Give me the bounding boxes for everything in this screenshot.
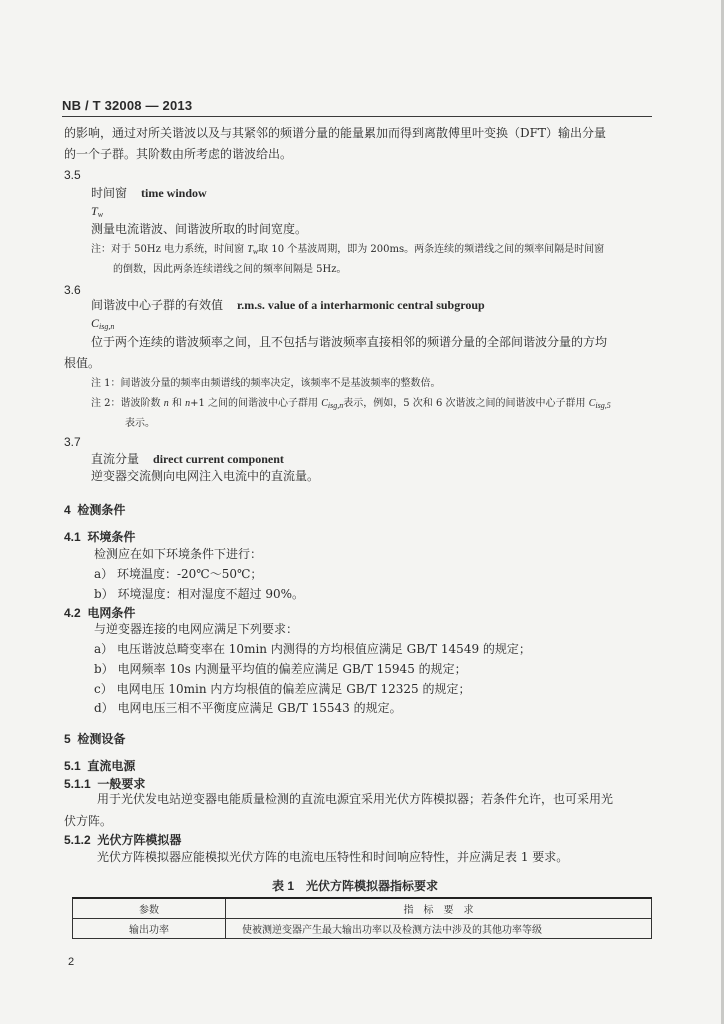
symbol-subscript: isg,n	[99, 322, 115, 331]
intro-line-1: 的影响，通过对所关谐波以及与其紧邻的频谱分量的能量累加而得到离散傅里叶变换（DFT）输出分量	[64, 126, 606, 140]
note-symbol: T	[247, 244, 253, 255]
note-text: 间谐波分量的频率由频谱线的频率决定，该频率不是基波频率的整数倍。	[120, 378, 441, 389]
clause-3-5-symbol	[91, 204, 103, 219]
term-en: time window	[141, 186, 207, 200]
term-cn: 时间窗	[91, 186, 128, 200]
list-text: 电压谐波总畸变率在 10min 内测得的方均根值应满足 GB/T 14549 的规定；	[116, 642, 531, 656]
list-text: 电网电压三相不平衡度应满足 GB/T 15543 的规定。	[117, 701, 402, 715]
clause-3-5-note-line-2: 的倒数，因此两条连续谱线之间的频率间隔是 5Hz。	[113, 264, 347, 275]
clause-title: 直流电源	[87, 759, 136, 773]
list-item	[94, 699, 402, 716]
note-symbol-subscript: isg,n	[327, 401, 344, 410]
clause-5-1-1-line-2: 伏方阵。	[64, 814, 113, 828]
list-item	[94, 585, 304, 602]
note-label: 注 2：	[91, 398, 121, 409]
note-symbol: C	[588, 398, 596, 409]
list-text: 环境湿度：相对湿度不超过 90%。	[117, 587, 305, 601]
clause-3-6-note-2-line-2: 表示。	[125, 418, 155, 429]
table-cell: 使被测逆变器产生最大输出功率以及检测方法中涉及的其他功率等级	[226, 919, 652, 939]
list-item	[94, 640, 531, 657]
clause-title: 一般要求	[97, 777, 146, 791]
note-text: 和	[171, 398, 182, 409]
note-text: 表示，例如，5 次和 6 次谐波之间的间谐波中心子群用	[343, 398, 586, 409]
clause-3-6-symbol	[91, 316, 114, 331]
clause-3-6-number: 3.6	[64, 283, 81, 297]
note-variable: n	[163, 398, 169, 409]
clause-title: 光伏方阵模拟器	[97, 833, 182, 847]
table-header-cell: 参数	[73, 898, 226, 919]
symbol: C	[91, 316, 100, 330]
list-marker: d）	[94, 701, 114, 715]
list-marker: c）	[94, 682, 113, 696]
clause-4-2-intro: 与逆变器连接的电网应满足下列要求：	[94, 622, 299, 636]
clause-5-1-heading	[64, 757, 135, 774]
table-cell: 输出功率	[73, 919, 226, 939]
table-row	[73, 919, 652, 939]
clause-5-1-2-heading	[64, 831, 181, 848]
note-label: 注 1：	[91, 378, 121, 389]
section-4-heading	[64, 501, 125, 518]
list-item	[94, 680, 470, 697]
intro-line-2: 的一个子群。其阶数由所考虑的谐波给出。	[64, 147, 293, 161]
table-header-row	[73, 898, 652, 919]
clause-number: 5.1	[64, 759, 81, 773]
list-marker: a）	[94, 642, 114, 656]
clause-3-6-note-2	[91, 394, 611, 410]
clause-number: 4.1	[64, 530, 81, 544]
symbol: T	[91, 204, 98, 218]
note-label: 注：	[91, 244, 111, 255]
clause-3-6-definition-line-1: 位于两个连续的谐波频率之间，且不包括与谐波频率直接相邻的频谱分量的全部间谐波分量的方均	[91, 335, 608, 349]
standard-number: NB / T 32008 — 2013	[62, 98, 193, 113]
list-marker: a）	[94, 567, 114, 581]
table-header-cell: 指 标 要 求	[226, 898, 652, 919]
list-text: 电网频率 10s 内测量平均值的偏差应满足 GB/T 15945 的规定；	[117, 662, 467, 676]
term-cn: 直流分量	[91, 452, 140, 466]
section-number: 4	[64, 503, 71, 517]
clause-3-7-definition: 逆变器交流侧向电网注入电流中的直流量。	[91, 469, 320, 483]
note-text: 谐波阶数	[120, 398, 161, 409]
term-cn: 间谐波中心子群的有效值	[91, 298, 224, 312]
clause-3-6-note-1	[91, 374, 441, 389]
term-en: r.m.s. value of a interharmonic central subgroup	[237, 298, 485, 312]
clause-3-5-term	[91, 184, 207, 201]
clause-number: 5.1.2	[64, 833, 91, 847]
page-number: 2	[68, 956, 75, 968]
spec-table	[72, 897, 652, 939]
note-symbol-subscript: w	[252, 247, 259, 256]
clause-3-5-number: 3.5	[64, 168, 81, 182]
table-caption: 表 1 光伏方阵模拟器指标要求	[272, 879, 439, 893]
clause-3-6-term	[91, 296, 485, 313]
clause-3-5-definition: 测量电流谐波、间谐波所取的时间宽度。	[91, 222, 308, 236]
list-item	[94, 565, 262, 582]
clause-5-1-2-line-1: 光伏方阵模拟器应能模拟光伏方阵的电流电压特性和时间响应特性，并应满足表 1 要求。	[97, 850, 569, 864]
section-number: 5	[64, 732, 71, 746]
list-marker: b）	[94, 662, 114, 676]
note-text: +1 之间的间谐波中心子群用	[190, 398, 319, 409]
note-variable: n	[185, 398, 191, 409]
header-rule	[62, 116, 652, 117]
clause-4-1-heading	[64, 528, 135, 545]
list-item	[94, 660, 467, 677]
section-5-heading	[64, 730, 125, 747]
list-text: 环境温度：-20℃～50℃；	[116, 567, 263, 581]
clause-title: 电网条件	[87, 606, 136, 620]
clause-4-1-intro: 检测应在如下环境条件下进行：	[94, 547, 263, 561]
symbol-subscript: w	[97, 210, 104, 219]
clause-number: 4.2	[64, 606, 81, 620]
clause-number: 5.1.1	[64, 777, 91, 791]
section-title: 检测条件	[77, 503, 126, 517]
clause-3-7-number: 3.7	[64, 435, 81, 449]
clause-3-5-note-line-1	[91, 240, 604, 256]
note-symbol-subscript: isg,5	[595, 401, 611, 410]
section-title: 检测设备	[77, 732, 126, 746]
note-symbol: C	[321, 398, 328, 409]
clause-4-2-heading	[64, 604, 135, 621]
list-text: 电网电压 10min 内方均根值的偏差应满足 GB/T 12325 的规定；	[116, 682, 471, 696]
clause-3-7-term	[91, 450, 284, 467]
clause-5-1-1-line-1: 用于光伏发电站逆变器电能质量检测的直流电源宜采用光伏方阵模拟器；若条件允许，也可采用光	[97, 792, 614, 806]
note-text: 对于 50Hz 电力系统，时间窗	[111, 244, 245, 255]
note-text: 取 10 个基波周期，即为 200ms。两条连续的频谱线之间的频率间隔是时间窗	[258, 244, 605, 255]
clause-title: 环境条件	[87, 530, 136, 544]
term-en: direct current component	[153, 452, 284, 466]
clause-3-6-definition-line-2: 根值。	[64, 356, 101, 370]
list-marker: b）	[94, 587, 114, 601]
